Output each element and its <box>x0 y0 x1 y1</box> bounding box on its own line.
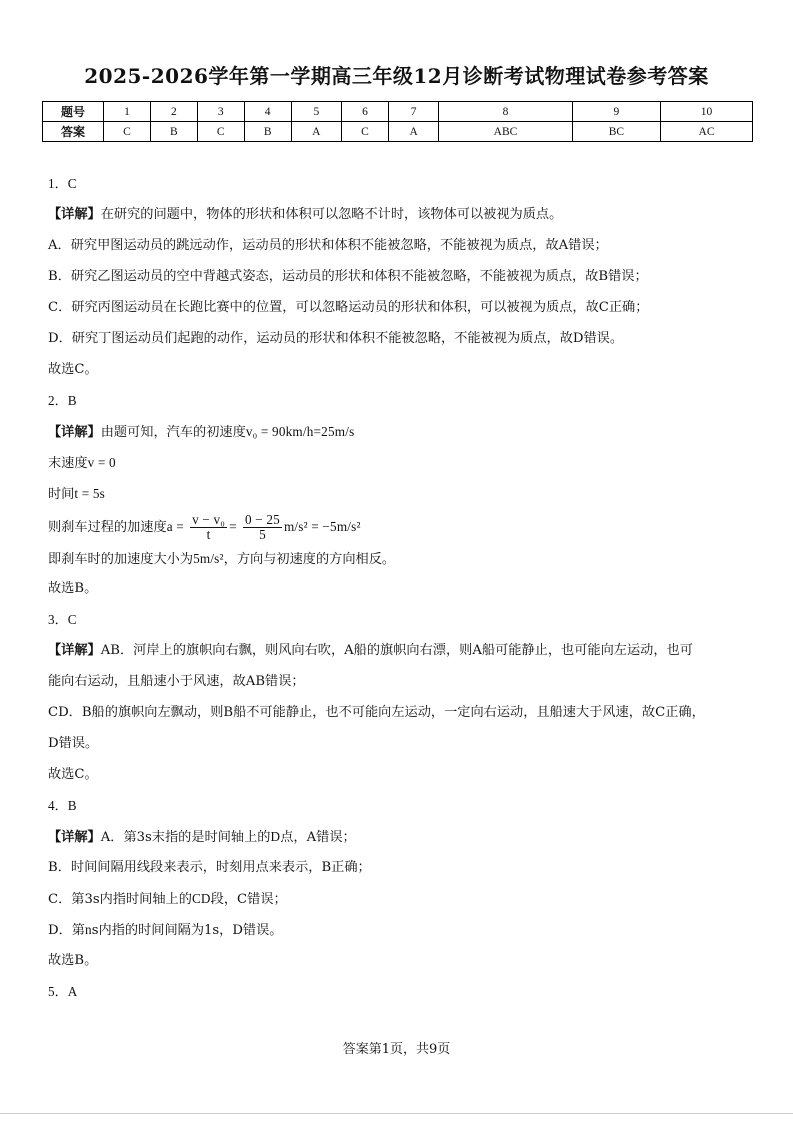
fraction: $\frac{\text{v − v₀}}{t}$ <box>192 512 226 542</box>
table-cell: A <box>291 122 341 142</box>
detail-line: CD．B船的旗帜向左飘动，则B船不可能静止，也不可能向左运动，一定向右运动，且船速大于风速，故C正确， <box>48 705 705 720</box>
option-line: C．第3s内指时间轴上的CD段，C错误； <box>48 891 287 907</box>
table-cell: 4 <box>244 102 291 122</box>
initial-velocity: v₀ = 90km/h=25m/s <box>245 424 355 439</box>
table-cell: BC <box>572 122 660 142</box>
bottom-divider <box>0 1113 793 1114</box>
page-footer: 答案第1页，共9页 <box>342 1042 451 1057</box>
table-cell: 7 <box>388 102 438 122</box>
detail-line: 时间t = 5s <box>48 486 105 502</box>
detail-line: 末速度v = 0 <box>48 455 116 471</box>
table-cell: A <box>388 122 438 142</box>
choice-line: 故选C。 <box>48 767 98 782</box>
table-cell: ABC <box>439 122 572 142</box>
formula-line: 则刹车过程的加速度a = $\frac{\text{v − v₀}}{t}$ = $\frac{0 - 25}{5}$ m/s² = −5m/s² <box>48 512 361 542</box>
option-line: C．研究丙图运动员在长跑比赛中的位置，可以忽略运动员的形状和体积，可以被视为质点，故C正确； <box>48 300 649 315</box>
table-cell: C <box>104 122 151 142</box>
detail-line: D错误。 <box>48 736 99 751</box>
choice-line: 故选B。 <box>48 581 98 596</box>
row-header-answer: 答案 <box>43 122 104 142</box>
answer-table <box>42 101 753 142</box>
table-cell: 6 <box>342 102 389 122</box>
table-cell: 1 <box>104 102 151 122</box>
choice-line: 故选B。 <box>48 953 98 968</box>
table-row-numbers <box>43 102 753 122</box>
table-cell: 5 <box>291 102 341 122</box>
table-cell: 9 <box>572 102 660 122</box>
choice-line: 故选C。 <box>48 362 98 377</box>
question-number: 2．B <box>48 393 77 408</box>
answer-content <box>48 168 758 1007</box>
table-cell: C <box>342 122 389 142</box>
table-cell: B <box>244 122 291 142</box>
option-line: B．时间间隔用线段来表示，时刻用点来表示，B正确； <box>48 860 371 875</box>
table-cell: 8 <box>439 102 572 122</box>
option-line: B．研究乙图运动员的空中背越式姿态，运动员的形状和体积不能被忽略，不能被视为质点，故B错误； <box>48 269 648 284</box>
table-cell: 3 <box>197 102 244 122</box>
option-line: A．研究甲图运动员的跳远动作，运动员的形状和体积不能被忽略，不能被视为质点，故A错误； <box>48 238 608 253</box>
question-number: 1．C <box>48 176 77 191</box>
page-title: 2025-2026学年第一学期高三年级12月诊断考试物理试卷参考答案 <box>84 64 709 88</box>
option-line: D．研究丁图运动员们起跑的动作，运动员的形状和体积不能被忽略，不能被视为质点，故D错误。 <box>48 331 624 346</box>
table-cell: AC <box>661 122 753 142</box>
detail-line: 【详解】A．第3s末指的是时间轴上的D点，A错误； <box>48 829 356 845</box>
row-header-number: 题号 <box>43 102 104 122</box>
detail-line: 【详解】由题可知，汽车的初速度v₀ = 90km/h=25m/s <box>48 424 355 440</box>
time-value: t = 5s <box>74 486 105 501</box>
final-velocity: v = 0 <box>87 455 116 470</box>
detail-line: 【详解】AB．河岸上的旗帜向右飘，则风向右吹，A船的旗帜向右漂，则A船可能静止，也可能向左运动，也可 <box>48 643 693 658</box>
detail-line: 【详解】在研究的问题中，物体的形状和体积可以忽略不计时，该物体可以被视为质点。 <box>48 207 563 222</box>
fraction: $\frac{0 - 25}{5}$ <box>244 512 280 542</box>
question-number: 4．B <box>48 798 77 813</box>
detail-line: 能向右运动，且船速小于风速，故AB错误； <box>48 674 305 689</box>
table-cell: C <box>197 122 244 142</box>
question-number: 5．A <box>48 984 78 999</box>
table-cell: B <box>150 122 197 142</box>
detail-line: 即刹车时的加速度大小为5m/s²，方向与初速度的方向相反。 <box>48 551 396 567</box>
option-line: D．第ns内指的时间间隔为1s，D错误。 <box>48 922 283 938</box>
table-cell: 10 <box>661 102 753 122</box>
question-number: 3．C <box>48 612 77 627</box>
table-cell: 2 <box>150 102 197 122</box>
table-row-answers <box>43 122 753 142</box>
